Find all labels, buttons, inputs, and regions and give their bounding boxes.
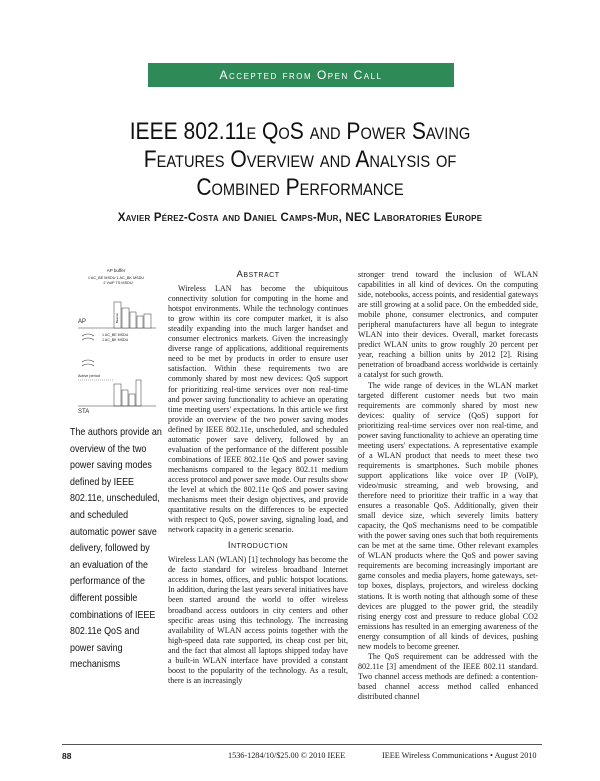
ap-frame bbox=[144, 314, 151, 328]
sta-frame bbox=[129, 394, 135, 406]
power-save-diagram bbox=[72, 266, 160, 414]
figure-top-label: AP buffer bbox=[106, 268, 126, 273]
body-paragraph: The QoS requirement can be addressed with the 802.11e [3] amendment of the IEEE 802.11 standard. Two channel access methods are defined: a contention-based channel access method called enhanced distributed channel bbox=[358, 651, 538, 701]
section-banner: Accepted from Open Call bbox=[148, 63, 454, 87]
article-title bbox=[76, 118, 523, 202]
ap-frame bbox=[122, 308, 129, 328]
page-number: 88 bbox=[62, 751, 72, 761]
figure-mid-label: 1 AC_BK MSDU bbox=[102, 338, 129, 342]
column-right bbox=[358, 270, 538, 702]
title-line: Features Overview and Analysis of bbox=[143, 146, 457, 173]
issn-line: 1536-1284/10/$25.00 © 2010 IEEE bbox=[228, 751, 346, 760]
abstract-heading: Abstract bbox=[236, 269, 280, 280]
abstract-text: Wireless LAN has become the ubiquitous connectivity solution for computing in the home and hotspot environments. While the technology continues to grow within its core computer market, it is also steadily expanding into the much larger handset and consumer electronics markets. Given the increasingly diverse range of applications, additional requirements need to be met by products in order to ensure user satisfaction. Within these requirements two are commonly shared by most new devices: QoS support for prioritizing real-time services over non real-time and power saving functionality to achieve an operating time meeting users' expectations. In this article we first provide an overview of the two power saving modes defined by IEEE 802.11e, unscheduled, and scheduled automatic power save delivery, followed by an evaluation of the performance of the different possible combinations of IEEE 802.11e QoS and power saving mechanisms compared to the legacy 802.11 medium access protocol and power save mode. Our results show the level at which the 802.11e QoS and power saving mechanisms meet their design objectives, and provide quantitative results on the differences to be expected with respect to QoS, power saving, signaling load, and network capacity in a generic scenario. bbox=[168, 284, 348, 535]
title-line: Combined Performance bbox=[196, 174, 404, 201]
introduction-text: Wireless LAN (WLAN) [1] technology has become the de facto standard for wireless broadband Internet access in homes, offices, and public hotspot locations. In addition, during the last years several initiatives have been started around the world to offer wireless broadband access outdoors in city centers and other specific areas using this technology. The increasing availability of WLAN access points together with the high-speed data rate supported, its cheap cost per bit, and the fact that almost all laptops shipped today have a built-in WLAN interface have provided a constant boost to the popularity of the technology. As a result, there is an increasingly bbox=[168, 555, 348, 685]
figure-queue-label: 2 VoIP TS MSDU bbox=[103, 281, 133, 285]
sta-frame bbox=[114, 384, 121, 406]
ap-frame bbox=[137, 316, 143, 328]
sta-frame bbox=[122, 390, 128, 406]
title-line: IEEE 802.11e QoS and Power Saving bbox=[129, 118, 471, 145]
footer-rule bbox=[62, 744, 542, 745]
column-left bbox=[168, 270, 348, 686]
break-mark bbox=[82, 334, 94, 340]
pull-quote: The authors provide an overview of the two power saving modes defined by IEEE 802.11e, unscheduled, and scheduled automatic power save delivery, followed by an evaluation of the performance of the different possible combinations of IEEE 802.11e QoS and power saving mechanisms bbox=[70, 426, 162, 671]
figure-queue-label: 1 AC_BE MSDU 1 AC_BK MSDU bbox=[87, 276, 145, 280]
figure-sta-label: STA bbox=[78, 409, 90, 414]
figure-active-period-label: Active period bbox=[78, 374, 100, 378]
figure-ap-label: AP bbox=[78, 319, 87, 325]
ap-frame bbox=[130, 312, 136, 328]
figure-mid-label: 1 AC_BE MSDU bbox=[102, 333, 129, 337]
sta-frame bbox=[136, 380, 141, 406]
author-line: Xavier Pérez-Costa and Daniel Camps-Mur, NEC Laboratories Europe bbox=[117, 212, 483, 224]
break-mark bbox=[82, 360, 94, 366]
body-paragraph: The wide range of devices in the WLAN market targeted different customer needs but two main requirements are commonly shared by most new devices: quality of service (QoS) support for prioritizing real-time services over non real-time, and power saving functionality to achieve an operating time meeting users' expectations. A representative example of a WLAN product that needs to meet these two requirements is smartphones. Such mobile phones support applications like voice over IP (VoIP), video/music streaming, and web browsing, and therefore need to prioritize their traffic in a way that ensures a reasonable QoS. Additionally, given their small device size, which severely limits battery capacity, the QoS mechanisms need to be compatible with the power saving ones such that both requirements can be met at the same time. Other relevant examples of WLAN products where the QoS and power saving requirements are becoming increasingly important are game consoles and media players, home gateways, set-top boxes, displays, projectors, and wireless docking stations. It is worth noting that although some of these devices are plugged to the power grid, the steadily rising energy cost and pressure to reduce global CO2 emissions has resulted in an emerging awareness of the energy consumption of all kinds of devices, pushing new models to become greener. bbox=[358, 380, 538, 651]
journal-line: IEEE Wireless Communications • August 2010 bbox=[382, 751, 537, 760]
figure-frame-label: Beacon bbox=[115, 312, 119, 324]
body-paragraph: stronger trend toward the inclusion of WLAN capabilities in all kind of devices. On the computing side, notebooks, access points, and residential gateways are still growing at a solid pace. On the embedded side, mobile phone, consumer electronics, and computer peripheral manufacturers have all begun to integrate WLAN into their devices. Overall, market forecasts predict WLAN units to grow roughly 20 percent per year, reaching a billion units by 2012 [2]. Rising penetration of broadband access worldwide is certainly a catalyst for such growth. bbox=[358, 270, 538, 380]
introduction-heading: Introduction bbox=[227, 540, 289, 552]
